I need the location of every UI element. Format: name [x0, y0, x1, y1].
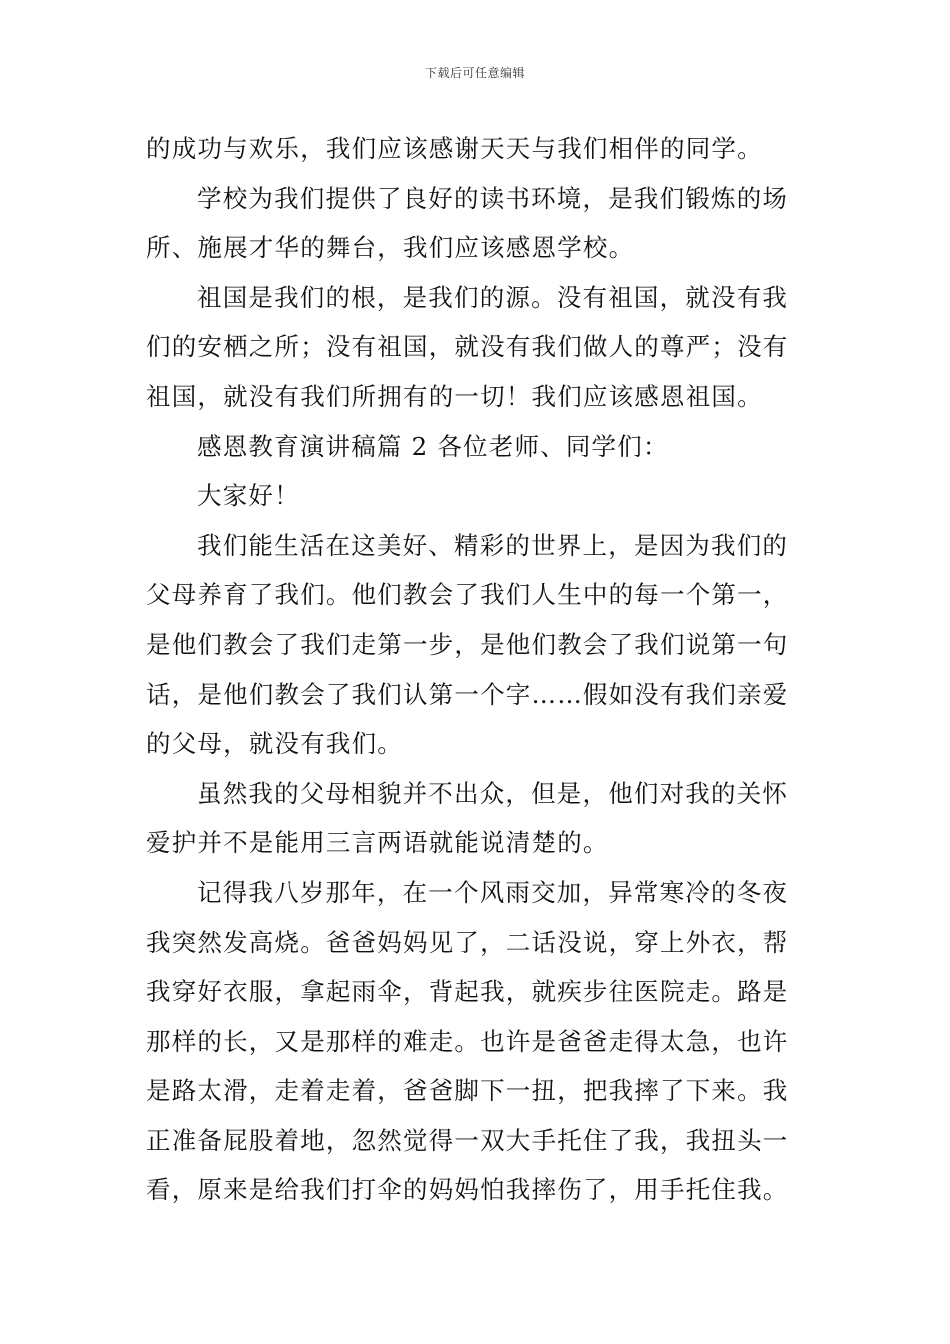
text-line: 记得我八岁那年，在一个风雨交加，异常寒冷的冬夜 [197, 877, 789, 907]
text-line: 虽然我的父母相貌并不出众，但是，他们对我的关怀 [197, 778, 789, 808]
text-line: 的父母，就没有我们。 [146, 729, 403, 759]
text-line: 学校为我们提供了良好的读书环境，是我们锻炼的场 [197, 183, 789, 213]
text-line: 祖国是我们的根，是我们的源。没有祖国，就没有我 [197, 282, 789, 312]
text-line: 的成功与欢乐，我们应该感谢天天与我们相伴的同学。 [146, 134, 763, 163]
text-line: 看，原来是给我们打伞的妈妈怕我摔伤了，用手托住我。 [146, 1175, 789, 1205]
text-line: 大家好！ [197, 481, 300, 511]
text-line: 是路太滑，走着走着，爸爸脚下一扭，把我摔了下来。我 [146, 1076, 789, 1106]
text-line: 们的安栖之所；没有祖国，就没有我们做人的尊严；没有 [146, 332, 789, 362]
body-text [146, 124, 806, 1215]
text-line: 祖国，就没有我们所拥有的一切！我们应该感恩祖国。 [146, 381, 763, 411]
text-line: 父母养育了我们。他们教会了我们人生中的每一个第一， [146, 580, 789, 610]
text-line: 所、施展才华的舞台，我们应该感恩学校。 [146, 233, 635, 263]
page-header: 下载后可任意编辑 [424, 66, 525, 80]
text-line: 话，是他们教会了我们认第一个字……假如没有我们亲爱 [146, 679, 789, 709]
text-line: 感恩教育演讲稿篇 2 各位老师、同学们： [197, 431, 669, 461]
text-line: 爱护并不是能用三言两语就能说清楚的。 [146, 828, 609, 858]
text-line: 我穿好衣服，拿起雨伞，背起我，就疾步往医院走。路是 [146, 977, 789, 1007]
text-line: 是他们教会了我们走第一步，是他们教会了我们说第一句 [146, 629, 789, 659]
text-line: 我突然发高烧。爸爸妈妈见了，二话没说，穿上外衣，帮 [146, 927, 789, 957]
text-line: 我们能生活在这美好、精彩的世界上，是因为我们的 [197, 530, 789, 560]
text-line: 正准备屁股着地，忽然觉得一双大手托住了我，我扭头一 [146, 1125, 789, 1155]
text-line: 那样的长，又是那样的难走。也许是爸爸走得太急，也许 [146, 1026, 789, 1056]
